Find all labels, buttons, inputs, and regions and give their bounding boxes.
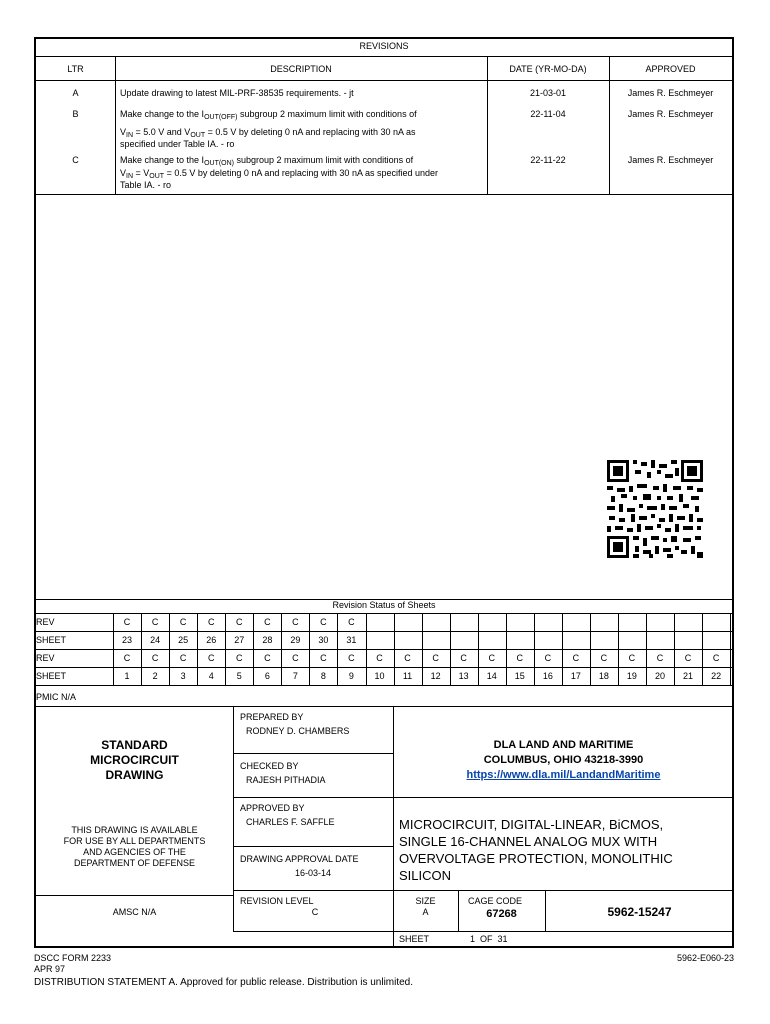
approved-by-name: CHARLES F. SAFFLE [246, 817, 335, 827]
status-title: Revision Status of Sheets [332, 600, 436, 610]
status-cell: 27 [234, 635, 245, 645]
distribution-statement: DISTRIBUTION STATEMENT A. Approved for public release. Distribution is unlimited. [34, 977, 414, 988]
grid-line [34, 685, 734, 686]
status-cell: C [179, 617, 187, 627]
grid-line [562, 613, 563, 649]
status-cell: C [123, 653, 131, 663]
revision-description-line: Make change to the $I_{OUT(OFF)}$ subgroup 2 maximum limit with conditions of [120, 109, 417, 121]
status-cell: C [516, 653, 523, 663]
revision-approver: James R. Eschmeyer [627, 155, 714, 165]
status-cell: 13 [458, 671, 469, 681]
status-cell: 18 [598, 671, 609, 681]
approval-date: 16-03-14 [294, 868, 332, 878]
drawing-title: MICROCIRCUIT, DIGITAL-LINEAR, BiCMOS, SINGLE 16-CHANNEL ANALOG MUX WITH OVERVOLTAGE PROTECTION, MONOLITHIC SILICON [399, 817, 673, 883]
status-cell: 7 [292, 671, 298, 681]
status-cell: C [460, 653, 467, 663]
form-date: APR 97 [34, 964, 66, 974]
status-cell: C [404, 653, 411, 663]
grid-line [618, 613, 619, 649]
status-cell: C [572, 653, 580, 663]
revision-date: 22-11-22 [530, 155, 566, 165]
sheet-row-upper-label: SHEET [36, 635, 67, 645]
grid-line [674, 613, 675, 649]
organization-name: DLA LAND AND MARITIME [493, 739, 634, 751]
grid-line [730, 649, 731, 685]
status-cell: 6 [264, 671, 270, 681]
revision-letter: B [72, 109, 79, 119]
status-cell: 16 [542, 671, 553, 681]
availability-notice: THIS DRAWING IS AVAILABLE FOR USE BY ALL DEPARTMENTS AND AGENCIES OF THE DEPARTMENT OF DEFENSE [63, 825, 206, 868]
revision-description-line: Make change to the $I_{OUT(ON)}$ subgroup 2 maximum limit with conditions of [120, 155, 414, 167]
grid-line [394, 613, 395, 649]
organization-city: COLUMBUS, OHIO 43218-3990 [483, 754, 644, 766]
status-cell: C [179, 653, 187, 663]
status-cell: C [151, 653, 159, 663]
rev-row-lower-label: REV [36, 653, 55, 663]
organization-url[interactable]: https://www.dla.mil/LandandMaritime [466, 769, 661, 781]
rev-row-upper-label: REV [36, 617, 55, 627]
revision-description-line: specified under Table IA. - ro [120, 139, 235, 149]
grid-line [590, 613, 591, 649]
status-cell: C [348, 617, 355, 627]
grid-line [534, 613, 535, 649]
form-number: DSCC FORM 2233 [34, 953, 112, 963]
header-date: DATE (YR-MO-DA) [509, 64, 587, 74]
sheet-number: 1 OF 31 [470, 934, 508, 944]
status-cell: 22 [711, 671, 722, 681]
status-cell: C [376, 653, 383, 663]
revision-approver: James R. Eschmeyer [627, 109, 714, 119]
grid-line [450, 613, 451, 649]
prepared-by-label: PREPARED BY [240, 712, 304, 722]
status-cell: C [600, 653, 608, 663]
grid-line [730, 613, 731, 649]
sheet-label: SHEET [399, 934, 430, 944]
status-cell: 10 [374, 671, 385, 681]
status-cell: C [264, 617, 271, 627]
status-cell: C [544, 653, 552, 663]
status-cell: 26 [206, 635, 217, 645]
status-cell: C [628, 653, 636, 663]
grid-line [646, 613, 647, 649]
status-cell: C [235, 653, 243, 663]
status-cell: 31 [346, 635, 357, 645]
grid-line [478, 613, 479, 649]
status-cell: 2 [152, 671, 158, 681]
status-cell: 11 [402, 671, 413, 681]
revision-level-label: REVISION LEVEL [240, 896, 314, 906]
revision-description: Update drawing to latest MIL-PRF-38535 requirements. - jt [120, 88, 354, 98]
status-cell: 1 [124, 671, 130, 681]
status-cell: 4 [208, 671, 214, 681]
standard-microcircuit-drawing: STANDARD MICROCIRCUIT DRAWING [90, 738, 179, 782]
pmic-label: PMIC N/A [36, 692, 77, 702]
status-cell: C [264, 653, 271, 663]
status-cell: 12 [430, 671, 441, 681]
status-cell: C [432, 653, 439, 663]
status-cell: C [151, 617, 159, 627]
revision-level: C [311, 907, 319, 917]
status-cell: 19 [626, 671, 637, 681]
revision-description-line: $V_{IN} = V_{OUT} = 0.5$ V by deleting 0 nA and replacing with 30 nA as specified under [120, 168, 438, 180]
status-cell: 8 [320, 671, 326, 681]
status-cell: 9 [348, 671, 354, 681]
status-cell: 29 [290, 635, 301, 645]
revision-letter: C [72, 155, 79, 165]
document-number: 5962-15247 [607, 905, 672, 919]
organization-block [393, 738, 734, 783]
size-value: A [422, 907, 429, 917]
revision-approver: James R. Eschmeyer [627, 88, 714, 98]
status-cell: 25 [178, 635, 189, 645]
status-cell: C [488, 653, 495, 663]
status-cell: 30 [318, 635, 329, 645]
status-cell: C [207, 617, 215, 627]
status-cell: 14 [486, 671, 497, 681]
status-cell: C [292, 653, 299, 663]
status-cell: C [292, 617, 299, 627]
status-cell: 5 [236, 671, 242, 681]
grid-line [422, 613, 423, 649]
sheet-row-lower-label: SHEET [36, 671, 67, 681]
status-cell: C [207, 653, 215, 663]
status-cell: 24 [150, 635, 161, 645]
checked-by-name: RAJESH PITHADIA [246, 775, 326, 785]
approved-by-label: APPROVED BY [240, 803, 305, 813]
revisions-title: REVISIONS [359, 41, 409, 51]
grid-line [506, 613, 507, 649]
revision-description-line: $V_{IN} = 5.0$ V and $V_{OUT} = 0.5$ V by deleting 0 nA and replacing with 30 nA as [120, 127, 416, 139]
status-cell: 28 [262, 635, 273, 645]
revision-date: 21-03-01 [529, 88, 567, 98]
status-cell: 23 [122, 635, 133, 645]
cage-code-label: CAGE CODE [468, 896, 523, 906]
status-cell: C [712, 653, 720, 663]
header-ltr: LTR [67, 64, 84, 74]
revision-date: 22-11-04 [530, 109, 566, 119]
approval-date-label: DRAWING APPROVAL DATE [240, 854, 359, 864]
revision-description-line: Table IA. - ro [120, 180, 172, 190]
header-description: DESCRIPTION [270, 64, 332, 74]
status-cell: C [320, 617, 327, 627]
header-approved: APPROVED [645, 64, 696, 74]
status-cell: C [123, 617, 131, 627]
prepared-by-name: RODNEY D. CHAMBERS [246, 726, 350, 736]
status-cell: C [348, 653, 355, 663]
status-cell: 15 [514, 671, 525, 681]
status-cell: 17 [570, 671, 581, 681]
form-code: 5962-E060-23 [676, 953, 734, 963]
grid-line [702, 613, 703, 649]
revision-letter: A [72, 88, 79, 98]
status-cell: C [235, 617, 243, 627]
status-cell: 20 [655, 671, 666, 681]
amsc-label: AMSC N/A [112, 907, 157, 917]
size-label: SIZE [415, 896, 436, 906]
status-cell: 21 [683, 671, 694, 681]
qr-code [607, 460, 703, 558]
cage-code: 67268 [486, 908, 517, 920]
status-cell: 3 [180, 671, 186, 681]
status-cell: C [320, 653, 327, 663]
status-cell: C [656, 653, 664, 663]
status-cell: C [684, 653, 692, 663]
checked-by-label: CHECKED BY [240, 761, 299, 771]
